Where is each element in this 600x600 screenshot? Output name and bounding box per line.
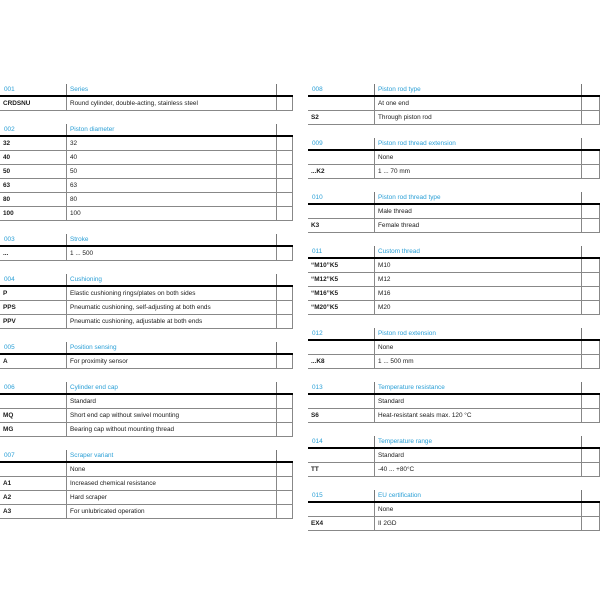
section-header-blank xyxy=(276,382,293,393)
option-row xyxy=(0,165,293,179)
option-description: Standard xyxy=(66,395,276,408)
section-number: 014 xyxy=(312,438,323,445)
section-number: 009 xyxy=(312,140,323,147)
section-header xyxy=(308,382,600,395)
option-code: 80 xyxy=(3,196,11,203)
option-code xyxy=(0,463,66,476)
section-header-blank xyxy=(276,274,293,285)
option-code: PPS xyxy=(3,304,16,311)
option-code: ... xyxy=(3,250,9,257)
option-row xyxy=(308,151,600,165)
option-section-002 xyxy=(0,124,293,221)
section-header-blank xyxy=(581,490,600,501)
section-header-blank xyxy=(581,84,600,95)
entry-box xyxy=(276,315,293,328)
section-title: Custom thread xyxy=(374,246,581,257)
section-header xyxy=(308,246,600,259)
entry-box xyxy=(276,409,293,422)
entry-box xyxy=(276,97,293,110)
option-description: Pneumatic cushioning, adjustable at both ends xyxy=(66,315,276,328)
entry-box xyxy=(581,273,600,286)
entry-box xyxy=(581,97,600,110)
option-code: P xyxy=(3,290,8,297)
entry-box xyxy=(581,409,600,422)
option-row xyxy=(308,273,600,287)
option-section-007 xyxy=(0,450,293,519)
entry-box xyxy=(276,477,293,490)
section-number: 012 xyxy=(312,330,323,337)
right-column xyxy=(308,84,600,544)
option-row xyxy=(0,491,293,505)
option-section-009 xyxy=(308,138,600,179)
option-description: 32 xyxy=(66,137,276,150)
section-title: Stroke xyxy=(66,234,276,245)
section-header xyxy=(0,124,293,137)
section-title: Piston rod thread type xyxy=(374,192,581,203)
section-title: Scraper variant xyxy=(66,450,276,461)
section-header-blank xyxy=(581,192,600,203)
option-section-012 xyxy=(308,328,600,369)
option-code xyxy=(308,151,374,164)
section-title: Position sensing xyxy=(66,342,276,353)
section-header-blank xyxy=(581,436,600,447)
section-header xyxy=(0,234,293,247)
option-row xyxy=(308,463,600,477)
entry-box xyxy=(276,287,293,300)
option-description: 1 ... 500 xyxy=(66,247,276,260)
option-description: Heat-resistant seals max. 120 °C xyxy=(374,409,581,422)
section-number: 015 xyxy=(312,492,323,499)
option-description: 80 xyxy=(66,193,276,206)
option-description: Standard xyxy=(374,395,581,408)
option-row xyxy=(0,301,293,315)
option-code xyxy=(308,205,374,218)
option-description: M10 xyxy=(374,259,581,272)
option-row xyxy=(308,449,600,463)
option-code xyxy=(308,449,374,462)
option-row xyxy=(308,205,600,219)
option-description: 63 xyxy=(66,179,276,192)
option-description: Increased chemical resistance xyxy=(66,477,276,490)
option-description: Short end cap without swivel mounting xyxy=(66,409,276,422)
option-code: CRDSNU xyxy=(3,100,31,107)
option-row xyxy=(308,301,600,315)
section-header-blank xyxy=(581,328,600,339)
section-header xyxy=(0,84,293,97)
option-code: TT xyxy=(311,466,319,473)
option-row xyxy=(308,355,600,369)
option-description: None xyxy=(374,503,581,516)
option-code: A xyxy=(3,358,8,365)
section-number: 003 xyxy=(4,236,15,243)
option-code: S2 xyxy=(311,114,319,121)
section-header xyxy=(308,328,600,341)
option-description: Through piston rod xyxy=(374,111,581,124)
entry-box xyxy=(276,355,293,368)
entry-box xyxy=(276,193,293,206)
entry-box xyxy=(581,395,600,408)
entry-box xyxy=(276,247,293,260)
option-row xyxy=(0,193,293,207)
entry-box xyxy=(581,449,600,462)
option-section-001 xyxy=(0,84,293,111)
entry-box xyxy=(581,151,600,164)
section-title: EU certification xyxy=(374,490,581,501)
section-number: 010 xyxy=(312,194,323,201)
option-description: M12 xyxy=(374,273,581,286)
section-header xyxy=(308,138,600,151)
entry-box xyxy=(581,165,600,178)
option-description: Bearing cap without mounting thread xyxy=(66,423,276,436)
option-code: MQ xyxy=(3,412,14,419)
entry-box xyxy=(276,207,293,220)
option-code: 63 xyxy=(3,182,11,189)
entry-box xyxy=(581,301,600,314)
option-description: Pneumatic cushioning, self-adjusting at both ends xyxy=(66,301,276,314)
option-code: K3 xyxy=(311,222,320,229)
section-title: Cylinder end cap xyxy=(66,382,276,393)
section-number: 002 xyxy=(4,126,15,133)
section-header xyxy=(308,192,600,205)
option-code: ...K2 xyxy=(311,168,325,175)
option-code: 50 xyxy=(3,168,11,175)
entry-box xyxy=(276,301,293,314)
option-description: Hard scraper xyxy=(66,491,276,504)
option-code: “M20”K5 xyxy=(311,304,338,311)
entry-box xyxy=(276,165,293,178)
section-header xyxy=(0,342,293,355)
entry-box xyxy=(581,355,600,368)
option-section-014 xyxy=(308,436,600,477)
entry-box xyxy=(581,259,600,272)
option-description: 50 xyxy=(66,165,276,178)
section-number: 007 xyxy=(4,452,15,459)
entry-box xyxy=(581,503,600,516)
section-header xyxy=(0,274,293,287)
option-description: Standard xyxy=(374,449,581,462)
entry-box xyxy=(276,463,293,476)
option-code: MG xyxy=(3,426,14,433)
option-row xyxy=(308,409,600,423)
option-section-005 xyxy=(0,342,293,369)
section-header-blank xyxy=(581,138,600,149)
section-number: 013 xyxy=(312,384,323,391)
option-section-004 xyxy=(0,274,293,329)
option-row xyxy=(0,423,293,437)
section-title: Piston rod extension xyxy=(374,328,581,339)
option-section-010 xyxy=(308,192,600,233)
section-number: 008 xyxy=(312,86,323,93)
entry-box xyxy=(276,491,293,504)
entry-box xyxy=(581,341,600,354)
section-header-blank xyxy=(581,382,600,393)
entry-box xyxy=(581,517,600,530)
option-description: For proximity sensor xyxy=(66,355,276,368)
section-title: Piston diameter xyxy=(66,124,276,135)
option-description: M16 xyxy=(374,287,581,300)
option-description: 1 ... 500 mm xyxy=(374,355,581,368)
option-row xyxy=(308,259,600,273)
section-number: 005 xyxy=(4,344,15,351)
option-section-008 xyxy=(308,84,600,125)
option-code: S6 xyxy=(311,412,319,419)
option-description: 40 xyxy=(66,151,276,164)
option-section-011 xyxy=(308,246,600,315)
option-row xyxy=(0,315,293,329)
section-title: Cushioning xyxy=(66,274,276,285)
option-description: None xyxy=(374,341,581,354)
option-code: A3 xyxy=(3,508,12,515)
option-description: 1 ... 70 mm xyxy=(374,165,581,178)
section-title: Temperature resistance xyxy=(374,382,581,393)
option-section-015 xyxy=(308,490,600,531)
section-header-blank xyxy=(581,246,600,257)
section-header xyxy=(308,436,600,449)
option-description: For unlubricated operation xyxy=(66,505,276,518)
entry-box xyxy=(276,137,293,150)
section-header xyxy=(0,382,293,395)
option-row xyxy=(308,395,600,409)
section-header xyxy=(308,84,600,97)
entry-box xyxy=(276,179,293,192)
option-row xyxy=(0,247,293,261)
option-code xyxy=(308,341,374,354)
option-row xyxy=(0,395,293,409)
entry-box xyxy=(581,463,600,476)
option-row xyxy=(0,355,293,369)
option-code: “M12”K5 xyxy=(311,276,338,283)
option-description: 100 xyxy=(66,207,276,220)
option-code: EX4 xyxy=(311,520,324,527)
option-row xyxy=(308,341,600,355)
entry-box xyxy=(276,505,293,518)
option-row xyxy=(308,165,600,179)
option-row xyxy=(308,517,600,531)
option-code: A2 xyxy=(3,494,12,501)
option-code xyxy=(0,395,66,408)
option-code: “M16”K5 xyxy=(311,290,338,297)
option-description: At one end xyxy=(374,97,581,110)
option-row xyxy=(308,97,600,111)
option-code: A1 xyxy=(3,480,12,487)
entry-box xyxy=(581,287,600,300)
option-code: ...K8 xyxy=(311,358,325,365)
option-row xyxy=(0,463,293,477)
option-description: Elastic cushioning rings/plates on both sides xyxy=(66,287,276,300)
section-number: 004 xyxy=(4,276,15,283)
option-code: 40 xyxy=(3,154,11,161)
section-header-blank xyxy=(276,234,293,245)
option-description: None xyxy=(374,151,581,164)
option-code: PPV xyxy=(3,318,16,325)
option-code: 32 xyxy=(3,140,11,147)
option-row xyxy=(0,137,293,151)
option-section-006 xyxy=(0,382,293,437)
option-description: II 2GD xyxy=(374,517,581,530)
section-header-blank xyxy=(276,342,293,353)
section-header xyxy=(0,450,293,463)
option-description: Male thread xyxy=(374,205,581,218)
option-row xyxy=(0,207,293,221)
section-number: 006 xyxy=(4,384,15,391)
entry-box xyxy=(276,423,293,436)
section-header-blank xyxy=(276,84,293,95)
option-code: “M10”K5 xyxy=(311,262,338,269)
option-row xyxy=(0,97,293,111)
option-description: None xyxy=(66,463,276,476)
section-header-blank xyxy=(276,450,293,461)
entry-box xyxy=(276,151,293,164)
option-row xyxy=(308,219,600,233)
option-row xyxy=(0,409,293,423)
option-row xyxy=(0,151,293,165)
section-title: Series xyxy=(66,84,276,95)
option-description: Female thread xyxy=(374,219,581,232)
entry-box xyxy=(581,205,600,218)
left-column xyxy=(0,84,293,532)
option-section-003 xyxy=(0,234,293,261)
option-description: Round cylinder, double-acting, stainless steel xyxy=(66,97,276,110)
option-row xyxy=(0,505,293,519)
option-code xyxy=(308,97,374,110)
section-number: 011 xyxy=(312,248,323,255)
option-code xyxy=(308,503,374,516)
option-row xyxy=(308,503,600,517)
entry-box xyxy=(276,395,293,408)
entry-box xyxy=(581,111,600,124)
option-row xyxy=(0,287,293,301)
option-row xyxy=(308,111,600,125)
option-row xyxy=(0,179,293,193)
option-description: -40 ... +80°C xyxy=(374,463,581,476)
option-code: 100 xyxy=(3,210,14,217)
entry-box xyxy=(581,219,600,232)
option-section-013 xyxy=(308,382,600,423)
section-title: Temperature range xyxy=(374,436,581,447)
section-title: Piston rod thread extension xyxy=(374,138,581,149)
section-number: 001 xyxy=(4,86,15,93)
option-row xyxy=(0,477,293,491)
section-title: Piston rod type xyxy=(374,84,581,95)
option-code xyxy=(308,395,374,408)
section-header-blank xyxy=(276,124,293,135)
option-description: M20 xyxy=(374,301,581,314)
section-header xyxy=(308,490,600,503)
option-row xyxy=(308,287,600,301)
